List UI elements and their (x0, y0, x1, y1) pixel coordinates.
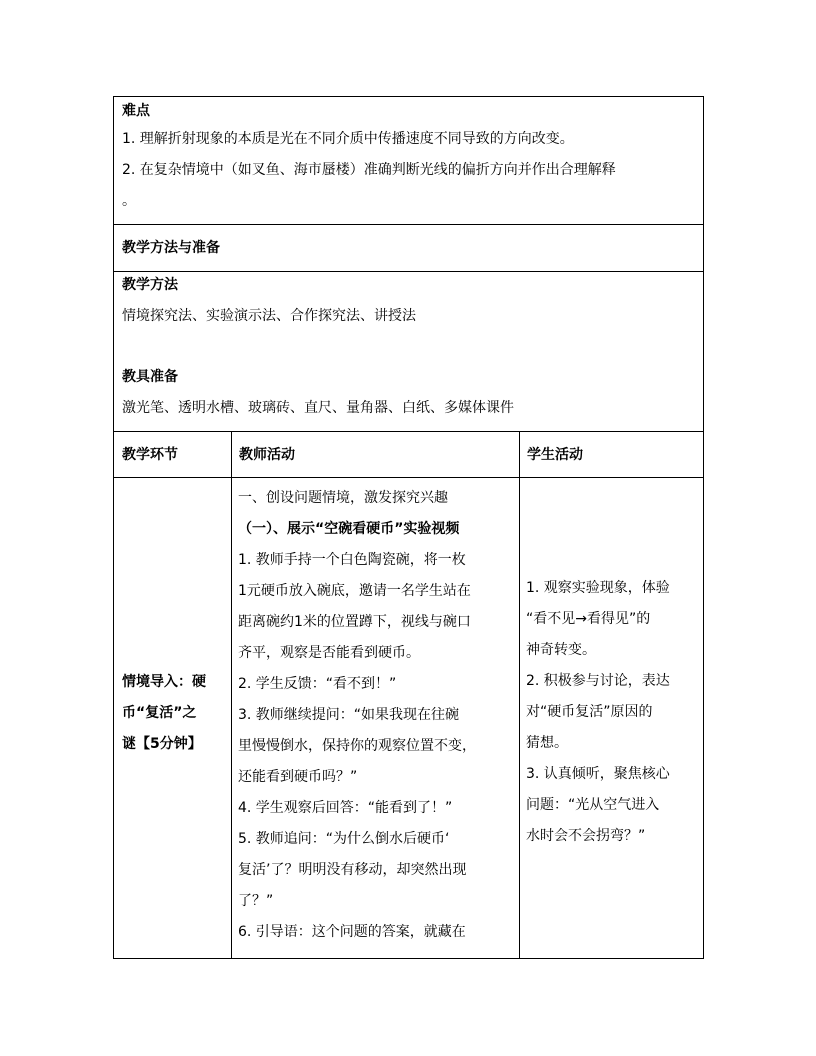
row-divider (114, 224, 703, 225)
header-phase: 教学环节 (122, 447, 178, 463)
teacher-line: 3. 教师继续提问：“如果我现在往碗 (238, 707, 460, 723)
row-divider (114, 477, 703, 478)
difficulty-heading: 难点 (122, 103, 150, 119)
teacher-line: 复活’了？明明没有移动，却突然出现 (238, 862, 467, 878)
tools-text: 激光笔、透明水槽、玻璃砖、直尺、量角器、白纸、多媒体课件 (122, 400, 514, 416)
teacher-line: 1元硬币放入碗底，邀请一名学生站在 (238, 583, 471, 599)
phase-line: 谜【5分钟】 (122, 736, 202, 752)
methods-section-heading: 教学方法与准备 (122, 240, 220, 256)
student-line: 3. 认真倾听，聚焦核心 (526, 766, 670, 782)
teacher-line: 距离碗约1米的位置蹲下，视线与碗口 (238, 614, 471, 630)
methods-text: 情境探究法、实验演示法、合作探究法、讲授法 (122, 308, 416, 324)
column-divider (519, 431, 520, 958)
tools-title: 教具准备 (122, 369, 178, 385)
phase-line: 币“复活”之 (122, 705, 197, 721)
teacher-line: 还能看到硬币吗？” (238, 769, 358, 785)
header-teacher-activity: 教师活动 (239, 447, 295, 463)
row-divider (114, 431, 703, 432)
student-line: 问题：“光从空气进入 (526, 797, 660, 813)
student-activity-cell (526, 573, 698, 852)
teacher-line: 齐平，观察是否能看到硬币。 (238, 645, 420, 661)
teacher-line: （一）、展示“空碗看硬币”实验视频 (238, 521, 460, 537)
student-line: 猜想。 (526, 735, 568, 751)
row-divider (114, 271, 703, 272)
student-line: 2. 积极参与讨论，表达 (526, 673, 670, 689)
teacher-activity-cell (238, 483, 516, 948)
student-line: 1. 观察实验现象，体验 (526, 580, 670, 596)
column-divider (231, 431, 232, 958)
difficulty-item-2: 2. 在复杂情境中（如叉鱼、海市蜃楼）准确判断光线的偏折方向并作出合理解释 (122, 162, 616, 178)
methods-title: 教学方法 (122, 277, 178, 293)
lesson-plan-table (113, 96, 704, 959)
difficulty-item-2-cont: 。 (122, 193, 136, 209)
teacher-line: 1. 教师手持一个白色陶瓷碗，将一枚 (238, 552, 466, 568)
student-line: 水时会不会拐弯？” (526, 828, 646, 844)
student-line: “看不见→看得见”的 (526, 611, 651, 627)
difficulty-item-1: 1. 理解折射现象的本质是光在不同介质中传播速度不同导致的方向改变。 (122, 131, 574, 147)
teacher-line: 5. 教师追问：“为什么倒水后硬币‘ (238, 831, 450, 847)
teacher-line: 6. 引导语：这个问题的答案，就藏在 (238, 924, 466, 940)
teacher-line: 里慢慢倒水，保持你的观察位置不变， (238, 738, 476, 754)
phase-line: 情境导入：硬 (122, 674, 206, 690)
teacher-line: 了？” (238, 893, 274, 909)
teacher-line: 2. 学生反馈：“看不到！” (238, 676, 397, 692)
header-student-activity: 学生活动 (527, 447, 583, 463)
phase-cell (122, 667, 226, 760)
student-line: 对“硬币复活”原因的 (526, 704, 653, 720)
teacher-line: 4. 学生观察后回答：“能看到了！” (238, 800, 453, 816)
teacher-line: 一、创设问题情境，激发探究兴趣 (238, 490, 448, 506)
student-line: 神奇转变。 (526, 642, 596, 658)
